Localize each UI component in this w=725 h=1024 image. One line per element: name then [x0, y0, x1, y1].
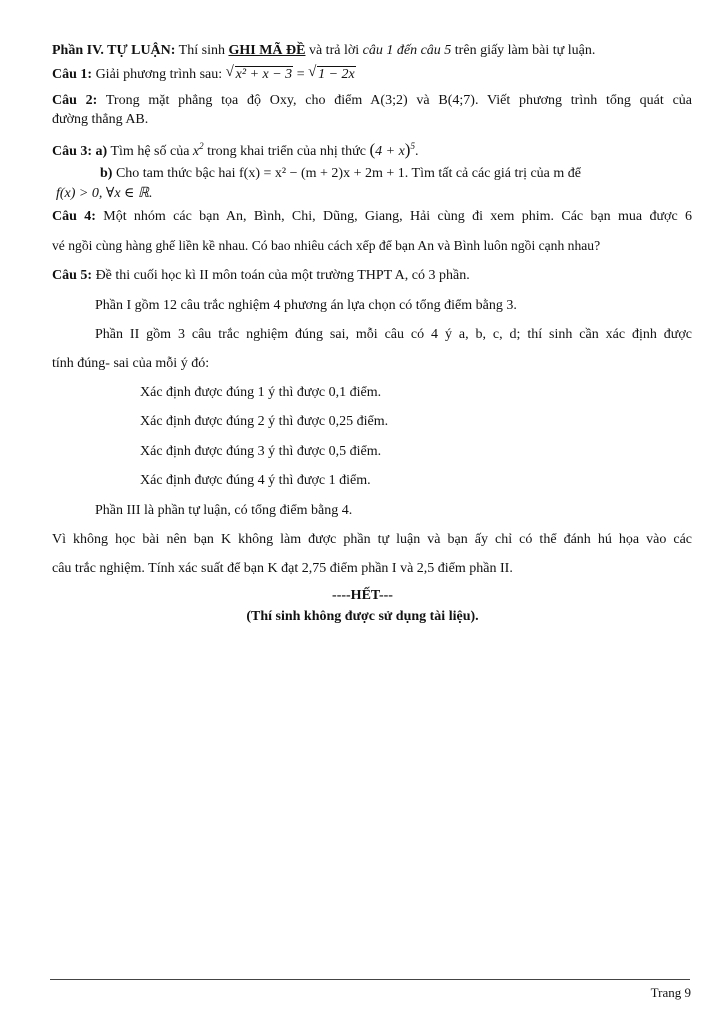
- question-5-part-3: Phần III là phần tự luận, có tổng điểm bằng 4.: [95, 503, 353, 518]
- end-note: (Thí sinh không được sử dụng tài liệu).: [246, 609, 479, 624]
- question-range: câu 1 đến câu 5: [362, 43, 452, 58]
- equation-rhs: 1 − 2x: [318, 67, 355, 82]
- scoring-rule-4: Xác định được đúng 4 ý thì được 1 điểm.: [140, 473, 371, 488]
- term-exponent: 2: [199, 141, 204, 151]
- question-5-part-2-line-1: Phần II gồm 3 câu trắc nghiệm đúng sai, mỗi câu có 4 ý a, b, c, d; thí sinh cần xác định được: [95, 327, 692, 342]
- question-5-intro-text: Đề thi cuối học kì II môn toán của một trường THPT A, có 3 phần.: [92, 268, 470, 283]
- question-3a: Câu 3: a) Tìm hệ số của $x^2$ trong khai triển của nhị thức $(4 + x)^5$.: [52, 140, 419, 159]
- question-3a-text-2: trong khai triển của nhị thức: [203, 144, 370, 159]
- question-5-closing-line-1: Vì không học bài nên bạn K không làm được phần tự luận và bạn ấy chỉ có thể đánh hú họa vào các: [52, 532, 692, 547]
- exam-code-instruction: GHI MÃ ĐỀ: [228, 43, 306, 58]
- question-4-line-1: [52, 208, 692, 226]
- scoring-rule-1: Xác định được đúng 1 ý thì được 0,1 điểm.: [140, 385, 382, 400]
- equation-equals: =: [293, 67, 309, 82]
- question-2-label: Câu 2:: [52, 93, 98, 108]
- question-3b-text: Cho tam thức bậc hai f(x) = x² − (m + 2)x + 2m + 1. Tìm tất cả các giá trị của m để: [112, 166, 581, 181]
- scoring-rule-3: Xác định được đúng 3 ý thì được 0,5 điểm.: [140, 444, 382, 459]
- question-3a-end: .: [414, 144, 419, 159]
- question-3b-label: b): [100, 166, 113, 181]
- question-5-intro: [52, 267, 692, 285]
- question-3b-condition: f(x) > 0, ∀x ∈ ℝ.: [56, 186, 153, 201]
- question-4-label: Câu 4:: [52, 209, 96, 224]
- question-5-closing-line-2: câu trắc nghiệm. Tính xác suất để bạn K đạt 2,75 điểm phần I và 2,5 điểm phần II.: [52, 561, 513, 576]
- footer-divider: [50, 979, 690, 980]
- heading-text: Thí sinh: [175, 43, 229, 58]
- sqrt-left: √ x² + x − 3: [225, 64, 293, 82]
- sqrt-right: √ 1 − 2x: [308, 64, 355, 82]
- question-5-label: Câu 5:: [52, 268, 93, 283]
- page-number: Trang 9: [650, 985, 691, 1000]
- end-mark: ----HẾT---: [332, 588, 393, 603]
- equation-lhs: x² + x − 3: [235, 67, 293, 82]
- question-3-label: Câu 3: a): [52, 144, 108, 159]
- question-2-line-1: [52, 92, 692, 110]
- question-2-line-2: đường thẳng AB.: [52, 112, 149, 127]
- question-5-part-2-line-2: tính đúng- sai của mỗi ý đó:: [52, 356, 210, 371]
- question-3b: [100, 165, 690, 183]
- binomial-power: 5: [410, 141, 415, 151]
- question-1-text: Giải phương trình sau:: [92, 67, 226, 82]
- binomial: 4 + x: [375, 144, 405, 159]
- question-4-line-2: vé ngồi cùng hàng ghế liền kề nhau. Có bao nhiêu cách xếp để bạn An và Bình luôn ngồi cạnh nhau?: [52, 238, 601, 253]
- term-x: x: [192, 144, 200, 159]
- question-2-text: Trong mặt phẳng tọa độ Oxy, cho điểm A(3;2) và B(4;7). Viết phương trình tổng quát của: [97, 93, 692, 108]
- heading-text-mid: và trả lời: [305, 43, 363, 58]
- question-3a-text: Tìm hệ số của: [107, 144, 193, 159]
- scoring-rule-2: Xác định được đúng 2 ý thì được 0,25 điểm.: [140, 414, 389, 429]
- question-4-text: Một nhóm các bạn An, Bình, Chi, Dũng, Giang, Hải cùng đi xem phim. Các bạn mua được 6: [95, 209, 692, 224]
- question-1-label: Câu 1:: [52, 67, 93, 82]
- question-1: [52, 66, 692, 84]
- heading-text-end: trên giấy làm bài tự luận.: [451, 43, 596, 58]
- section-heading: [52, 42, 692, 60]
- section-title: Phần IV. TỰ LUẬN:: [52, 43, 176, 58]
- question-5-part-1: Phần I gồm 12 câu trắc nghiệm 4 phương án lựa chọn có tổng điểm bằng 3.: [95, 298, 517, 313]
